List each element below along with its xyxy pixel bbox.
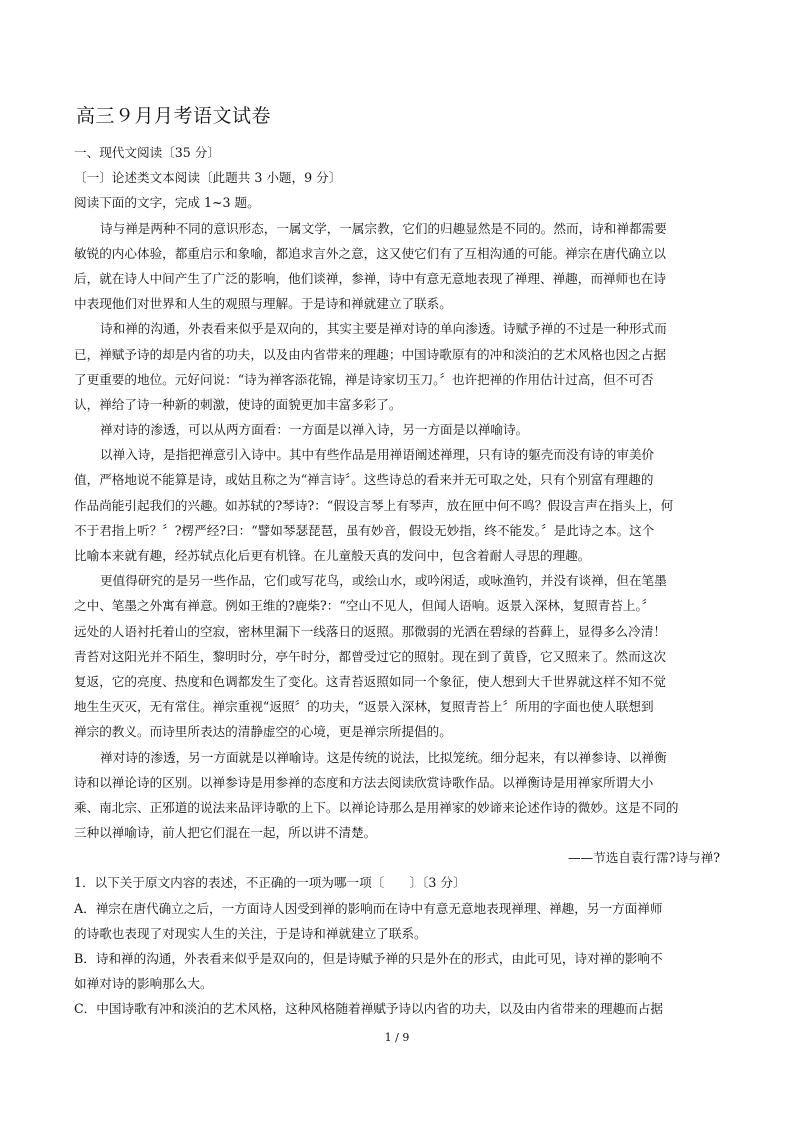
question-1-stem: 1．以下关于原文内容的表述，不正确的一项为哪一项〔 〕〔3 分〕 [74,875,466,891]
text-line: 后，就在诗人中间产生了广泛的影响，他们谈禅，参禅，诗中有意无意地表现了禅理、禅趣，而禅师也在诗 [74,270,666,286]
exam-title: 高三９月月考语文试卷 [76,105,272,127]
paragraph-2 [74,316,720,417]
page-number: 1 / 9 [384,1031,410,1044]
text-line: 复返，它的亮度、热度和色调都发生了变化。这青苔返照如同一个象征，使人想到大千世界就这样不知不觉 [74,673,666,689]
text-line: 三种以禅喻诗，前人把它们混在一起，所以讲不清楚。 [74,825,377,841]
option-c [74,996,720,1021]
text-line: 乘、南北宗、正邪道的说法来品评诗歌的上下。以禅论诗那么是用禅家的妙谛来论述作诗的微妙。这是不同的 [74,799,679,815]
text-line: 地生生灭灭，无有常住。禅宗重视“返照〞的功夫，“返景入深林，复照青苔上〞所用的字面也使人联想到 [74,699,654,715]
text-line: C．中国诗歌有冲和淡泊的艺术风格，这种风格随着禅赋予诗以内省的功夫，以及由内省带来的理趣而占据 [74,1001,663,1017]
text-line: 诗与禅是两种不同的意识形态，一属文学，一属宗教，它们的归趣显然是不同的。然而，诗和禅都需要 [100,220,667,236]
paragraph-3 [74,417,720,442]
text-line: 禅对诗的渗透，可以从两方面看：一方面是以禅入诗，另一方面是以禅喻诗。 [100,422,529,438]
paragraph-4 [74,442,720,568]
text-line: 以禅入诗，是指把禅意引入诗中。其中有些作品是用禅语阐述禅理，只有诗的躯壳而没有诗的审美价 [100,447,655,463]
option-a [74,896,720,946]
text-line: 青苔对这阳光并不陌生，黎明时分，亭午时分，都曾受过它的照射。现在到了黄昏，它又照来了。然而这次 [74,648,666,664]
paragraph-1 [74,216,720,317]
text-line: 远处的人语衬托着山的空寂，密林里漏下一线落日的返照。那微弱的光洒在碧绿的苔藓上，显得多么冷清！ [74,623,666,639]
text-line: 禅宗的教义。而诗里所表达的清静虚空的心境，更是禅宗所提倡的。 [74,724,452,740]
text-line: 敏锐的内心体验，都重启示和象喻，都追求言外之意，这又使它们有了互相沟通的可能。禅宗在唐代确立以 [74,245,666,261]
text-line: 如禅对诗的影响那么大。 [74,976,213,992]
section-heading: 一、现代文阅读〔35 分〕 [74,145,220,160]
text-line: 比喻本来就有趣，经苏轼点化后更有机锋。在儿童般天真的发问中，包含着耐人寻思的理趣。 [74,548,591,563]
text-line: 值，严格地说不能算是诗，或姑且称之为“禅言诗〞。这些诗总的看来并无可取之处，只有个别富有理趣的 [74,472,654,488]
reading-instruction: 阅读下面的文字，完成 1~3 题。 [74,195,260,211]
text-line: 认，禅给了诗一种新的刺激，使诗的面貌更加丰富多彩了。 [74,396,402,412]
text-line: 之中、笔墨之外寓有禅意。例如王维的?鹿柴?：“空山不见人，但闻人语响。返景入深林，复照青苔上。〞 [74,598,655,614]
source-attribution: ——节选自袁行霈?诗与禅? [567,850,720,866]
text-line: 的诗歌也表现了对现实人生的关注，于是诗和禅就建立了联系。 [74,925,427,941]
text-line: 诗和禅的沟通，外表看来似乎是双向的，其实主要是禅对诗的单向渗透。诗赋予禅的不过是一种形式而 [100,321,667,337]
subsection-heading: 〔一〕论述类文本阅读〔此题共 3 小题，9 分〕 [74,170,342,186]
text-line: B．诗和禅的沟通，外表看来似乎是双向的，但是诗赋予禅的只是外在的形式，由此可见，诗对禅的影响不 [74,951,663,966]
text-line: 禅对诗的渗透，另一方面就是以禅喻诗。这是传统的说法，比拟笼统。细分起来，有以禅参诗、以禅衡 [100,749,667,765]
text-line: A．禅宗在唐代确立之后，一方面诗人因受到禅的影响而在诗中有意无意地表现禅理、禅趣，另一方面禅师 [74,900,663,916]
text-line: 了更重要的地位。元好问说：“诗为禅客添花锦，禅是诗家切玉刀。〞也许把禅的作用估计过高，但不可否 [74,371,654,387]
text-line: 不于君指上听？〞?楞严经?曰：“譬如琴瑟琵琶，虽有妙音，假设无妙指，终不能发。〞是此诗之本。这个 [74,522,655,538]
paragraph-6 [74,745,720,846]
text-line: 已，禅赋予诗的却是内省的功夫，以及由内省带来的理趣；中国诗歌原有的冲和淡泊的艺术风格也因之占据 [74,346,666,362]
document-body [74,140,720,1022]
text-line: 作品尚能引起我们的兴趣。如苏轼的?琴诗?：“假设言琴上有琴声，放在匣中何不鸣？假设言声在指头上，何 [74,497,674,513]
text-line: 诗和以禅论诗的区别。以禅参诗是用参禅的态度和方法去阅读欣赏诗歌作品。以禅衡诗是用禅家所谓大小 [74,774,654,790]
paragraph-5 [74,568,720,744]
text-line: 更值得研究的是另一些作品，它们或写花鸟，或绘山水，或吟闲适，或咏渔钓，并没有谈禅，但在笔墨 [100,573,667,589]
text-line: 中表现他们对世界和人生的观照与理解。于是诗和禅就建立了联系。 [74,296,452,312]
option-b [74,946,720,996]
